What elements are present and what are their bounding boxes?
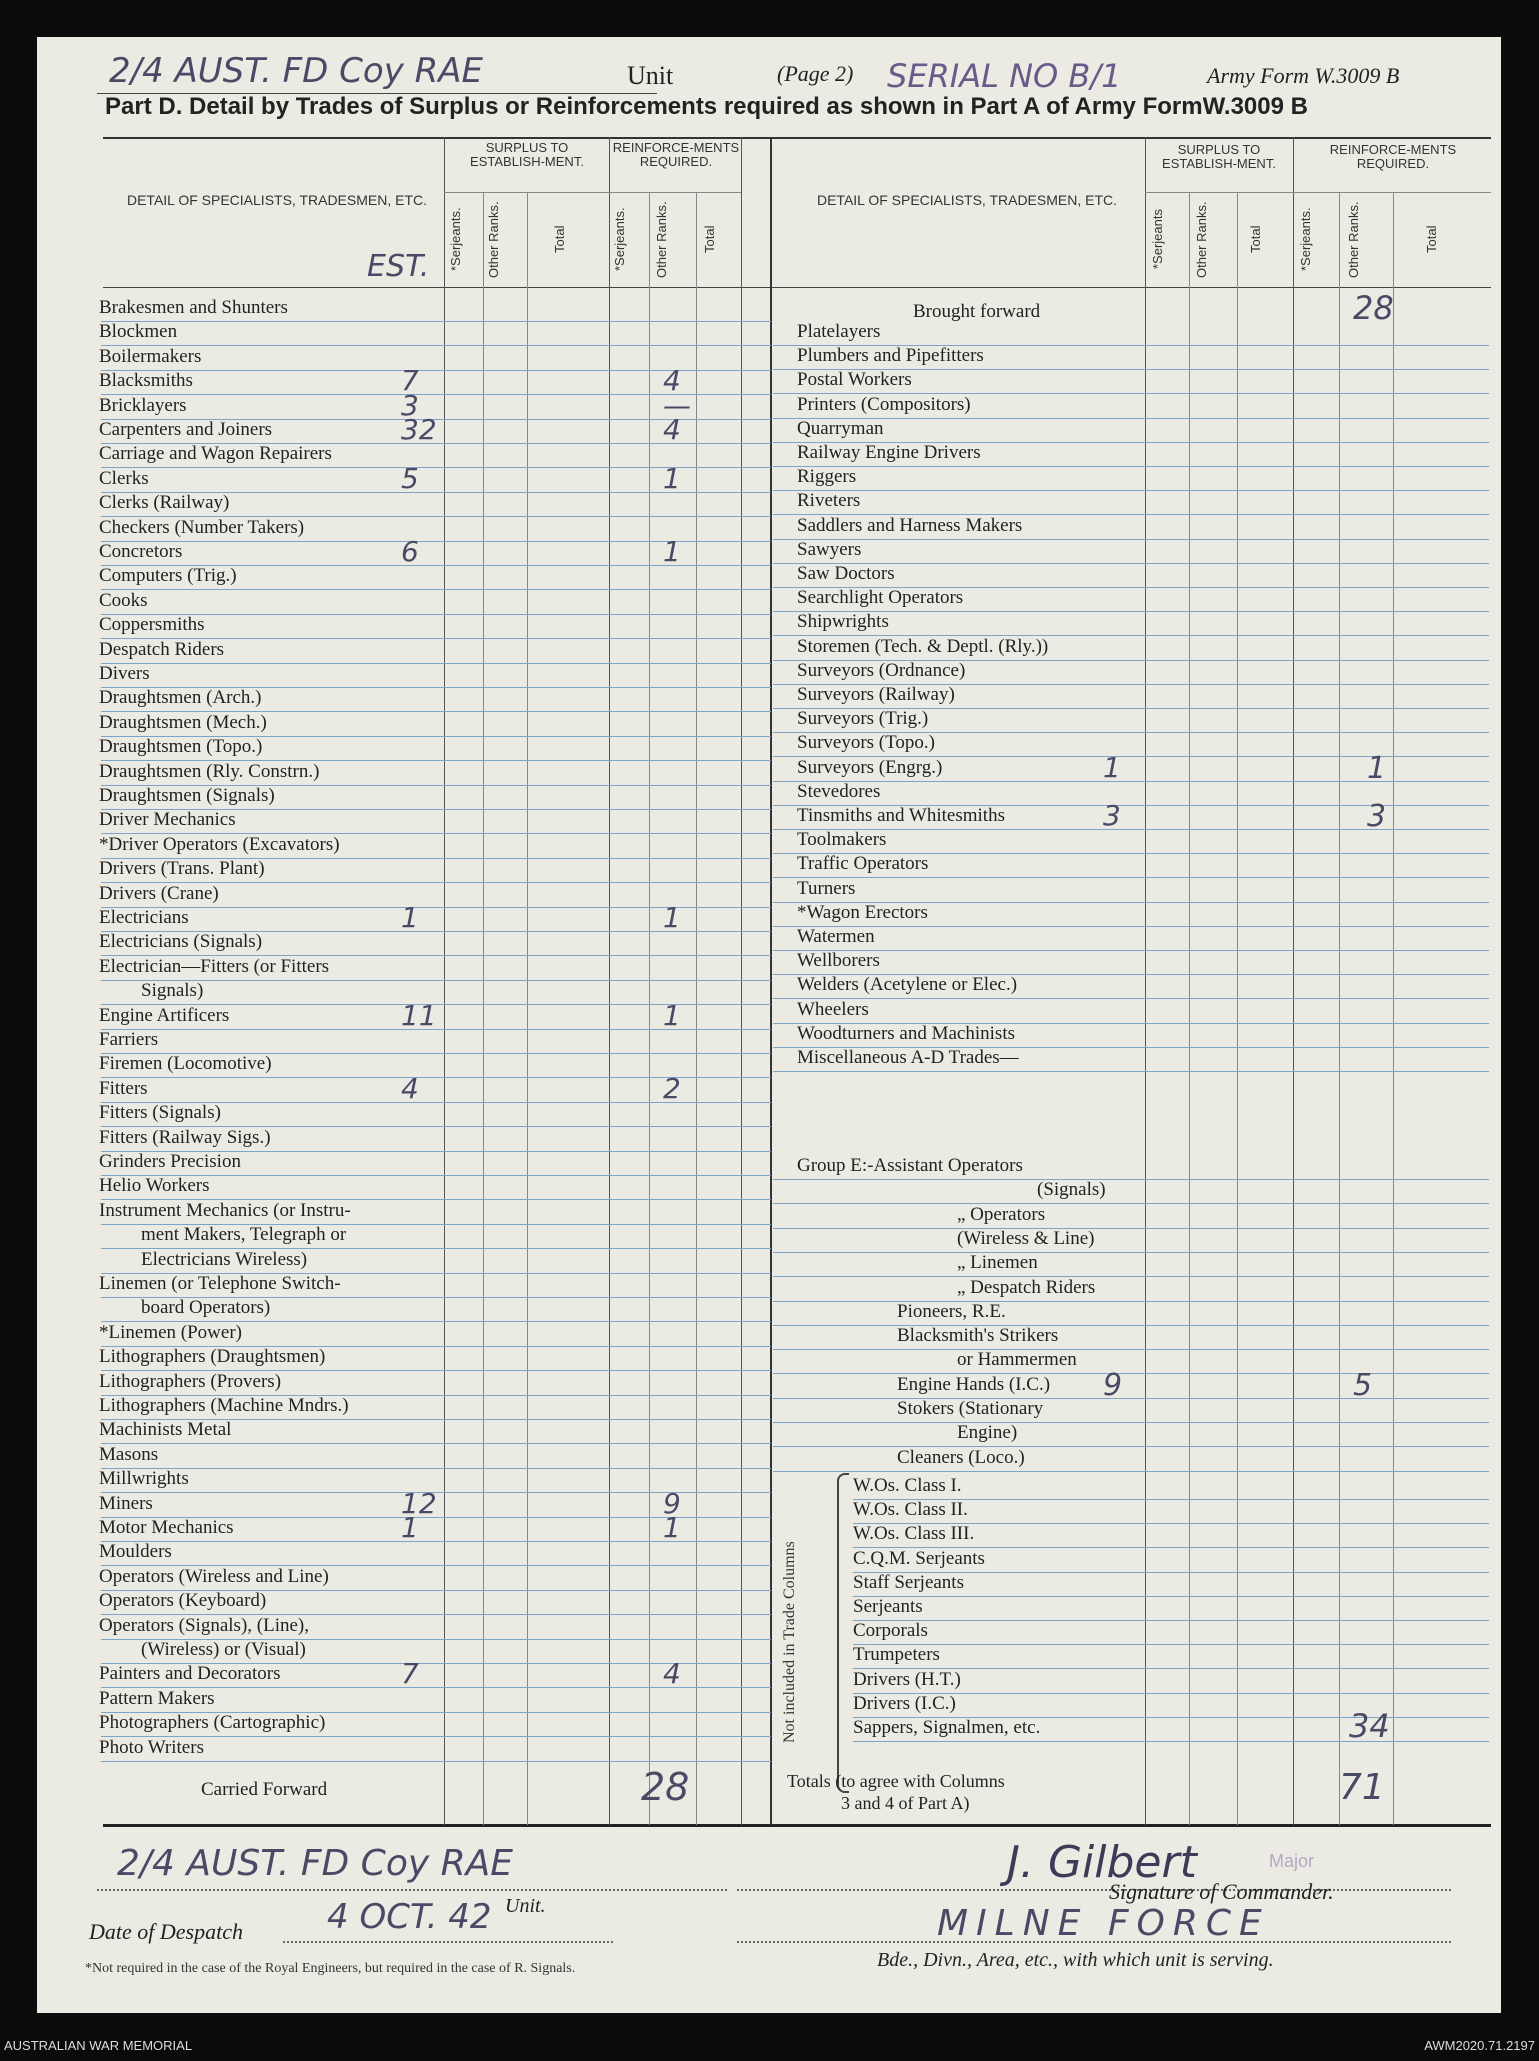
total-col-header: Total <box>1424 225 1439 254</box>
left-trade-label: Instrument Mechanics (or Instru- <box>99 1199 351 1221</box>
left-trade-label: Draughtsmen (Mech.) <box>99 711 267 733</box>
left-trade-label: Fitters <box>99 1077 148 1099</box>
reinf-header-right: REINFORCE-MENTS REQUIRED. <box>1329 142 1457 171</box>
rank-label: Drivers (H.T.) <box>853 1668 961 1690</box>
row-rule <box>773 1446 1489 1447</box>
row-rule <box>773 1203 1489 1204</box>
left-trade-label: Drivers (Trans. Plant) <box>99 858 265 880</box>
detail-header-left: DETAIL OF SPECIALISTS, TRADESMEN, ETC. <box>126 192 428 208</box>
left-trade-label: Lithographers (Provers) <box>99 1370 282 1392</box>
left-trade-label: Carriage and Wagon Repairers <box>99 443 332 465</box>
row-rule <box>101 345 771 346</box>
establishment-value: 32 <box>401 413 437 446</box>
right-trade-label: Postal Workers <box>797 369 912 391</box>
establishment-value: 7 <box>401 1657 419 1691</box>
left-trade-label: Bricklayers <box>99 394 187 416</box>
left-trade-label: Moulders <box>99 1541 172 1563</box>
reinforcement-value: 1 <box>663 901 681 934</box>
left-trade-label: Miners <box>99 1492 153 1514</box>
center-rule <box>770 137 772 1825</box>
reinf-header-left: REINFORCE-MENTS REQUIRED. <box>612 140 740 169</box>
est-handwritten: EST. <box>367 249 430 284</box>
row-rule <box>101 1443 771 1444</box>
establishment-value: 1 <box>401 1511 419 1544</box>
left-trade-label: Engine Artificers <box>99 1004 230 1026</box>
reinforcement-value: 3 <box>1367 799 1387 834</box>
totals-label: Totals (to agree with Columns <box>787 1771 1005 1791</box>
col-rule <box>741 137 742 1825</box>
right-trade-label: Wheelers <box>797 998 869 1020</box>
formation-dotted-line <box>737 1941 1451 1943</box>
unit-handwritten: 2/4 AUST. FD Coy RAE <box>109 51 483 91</box>
establishment-value: 1 <box>401 901 419 934</box>
rank-stamp: Major <box>1269 1851 1315 1871</box>
right-trade-label: Saddlers and Harness Makers <box>797 514 1023 536</box>
establishment-value: 4 <box>401 1071 419 1105</box>
left-trade-label: Millwrights <box>99 1468 189 1490</box>
left-trade-label: Cooks <box>99 589 148 611</box>
left-trade-label: Clerks <box>99 467 149 489</box>
row-rule <box>853 1741 1489 1742</box>
row-rule <box>773 1179 1489 1180</box>
left-trade-label: Operators (Wireless and Line) <box>99 1565 329 1587</box>
establishment-value: 3 <box>1103 799 1121 832</box>
group-e-label: „ Despatch Riders <box>957 1276 1096 1298</box>
col-rule <box>444 137 445 1825</box>
left-trade-label: Lithographers (Draughtsmen) <box>99 1346 326 1368</box>
page-label: (Page 2) <box>777 61 854 86</box>
right-trade-label: Riggers <box>797 466 857 488</box>
group-e-label: Group E:-Assistant Operators <box>797 1155 1023 1176</box>
rank-label: Serjeants <box>853 1596 923 1617</box>
right-trade-label: Stevedores <box>797 780 881 802</box>
left-trade-label: Signals) <box>141 980 204 1002</box>
row-rule <box>853 1596 1489 1597</box>
establishment-value: 12 <box>401 1486 437 1520</box>
serjeants-col-header: *Serjeants. <box>1298 207 1313 272</box>
row-rule <box>773 539 1489 540</box>
right-trade-label: Woodturners and Machinists <box>797 1022 1015 1044</box>
right-trade-label: Surveyors (Trig.) <box>797 708 929 730</box>
rank-label: Corporals <box>853 1620 928 1642</box>
surplus-header-right: SURPLUS TO ESTABLISH-MENT. <box>1162 142 1276 171</box>
serial-handwritten: SERIAL NO B/1 <box>887 57 1122 95</box>
formation-label: Bde., Divn., Area, etc., with which unit is serving. <box>877 1949 1274 1971</box>
row-rule <box>773 998 1489 999</box>
reinforcement-value: 5 <box>1353 1367 1373 1403</box>
rank-label: Sappers, Signalmen, etc. <box>853 1717 1041 1738</box>
col-rule <box>1189 192 1190 1825</box>
left-trade-label: Pattern Makers <box>99 1687 215 1709</box>
form-title: Part D. Detail by Trades of Surplus or Reinforcements required as shown in Part A of Army FormW.3009 B <box>105 93 1308 120</box>
reinforcement-value: 4 <box>663 364 681 398</box>
unit-label: Unit <box>627 61 674 90</box>
totals-label-2: 3 and 4 of Part A) <box>841 1793 970 1813</box>
row-rule <box>773 950 1489 951</box>
left-trade-label: Helio Workers <box>99 1175 210 1197</box>
establishment-value: 3 <box>401 388 419 422</box>
col-rule <box>1339 192 1340 1825</box>
establishment-value: 7 <box>401 364 419 398</box>
carried-forward-label: Carried Forward <box>201 1779 328 1800</box>
right-trade-label: Surveyors (Railway) <box>797 684 955 705</box>
rank-label: Staff Serjeants <box>853 1571 964 1593</box>
row-rule <box>773 877 1489 878</box>
left-trade-label: board Operators) <box>141 1297 271 1319</box>
right-trade-label: Storemen (Tech. & Deptl. (Rly.)) <box>797 635 1049 657</box>
archive-label-left: AUSTRALIAN WAR MEMORIAL <box>4 2038 193 2053</box>
group-e-label: Engine) <box>957 1422 1018 1444</box>
left-trade-label: Fitters (Signals) <box>99 1102 221 1124</box>
left-trade-label: Blacksmiths <box>99 370 193 392</box>
army-form-number: Army Form W.3009 B <box>1207 63 1400 88</box>
detail-header-right: DETAIL OF SPECIALISTS, TRADESMEN, ETC. <box>816 192 1118 208</box>
left-trade-label: Electricians (Signals) <box>99 931 263 953</box>
other-ranks-col-header: Other Ranks. <box>1346 201 1361 278</box>
row-rule <box>853 1620 1489 1621</box>
date-dotted-line <box>283 1941 613 1943</box>
establishment-value: 5 <box>401 461 419 495</box>
col-rule <box>1393 192 1394 1825</box>
left-trade-label: Photographers (Cartographic) <box>99 1712 326 1734</box>
left-trade-label: Driver Mechanics <box>99 809 236 831</box>
reinforcement-value: 4 <box>663 1657 681 1691</box>
row-rule <box>773 1252 1489 1253</box>
col-rule <box>1237 192 1238 1825</box>
col-rule <box>609 137 610 1825</box>
left-trade-label: Draughtsmen (Arch.) <box>99 687 262 709</box>
right-trade-label: Riveters <box>797 490 861 512</box>
table-bottom-rule <box>103 1824 1491 1827</box>
row-rule <box>773 466 1489 467</box>
ranks-bracket <box>837 1473 849 1793</box>
commander-signature: J. Gilbert <box>1007 1837 1197 1888</box>
establishment-value: 9 <box>1103 1367 1123 1403</box>
left-trade-label: Grinders Precision <box>99 1151 241 1172</box>
header-bottom-rule <box>103 287 1491 288</box>
group-e-label: Cleaners (Loco.) <box>897 1446 1025 1468</box>
left-trade-label: Computers (Trig.) <box>99 565 237 587</box>
total-col-header: Total <box>702 225 717 254</box>
col-rule <box>696 192 697 1825</box>
footer-unit-handwritten: 2/4 AUST. FD Coy RAE <box>117 1843 513 1884</box>
reinforcement-value: 9 <box>663 1486 681 1520</box>
left-trade-label: Draughtsmen (Rly. Constrn.) <box>99 760 320 782</box>
col-rule <box>483 192 484 1825</box>
row-rule <box>773 490 1489 491</box>
rank-label: Drivers (I.C.) <box>853 1692 956 1714</box>
total-col-header: Total <box>552 225 567 254</box>
left-trade-label: Electricians Wireless) <box>141 1248 308 1270</box>
reinforcement-value: 4 <box>663 413 681 446</box>
signature-dotted-line <box>737 1889 1451 1891</box>
row-rule <box>773 926 1489 927</box>
left-trade-label: Masons <box>99 1443 159 1465</box>
left-trade-label: Operators (Keyboard) <box>99 1590 267 1612</box>
col-rule <box>649 192 650 1825</box>
date-handwritten: 4 OCT. 42 <box>327 1897 492 1937</box>
group-e-label: Pioneers, R.E. <box>897 1300 1006 1322</box>
group-e-label: Blacksmith's Strikers <box>897 1325 1059 1347</box>
establishment-value: 1 <box>1103 750 1121 784</box>
reinforcement-value: 1 <box>1367 750 1387 786</box>
left-trade-label: Painters and Decorators <box>99 1663 281 1685</box>
archive-label-right: AWM2020.71.2197 <box>1424 2038 1535 2053</box>
right-trade-label: Railway Engine Drivers <box>797 442 981 463</box>
reinforcement-value: 34 <box>1349 1707 1390 1745</box>
left-trade-label: Drivers (Crane) <box>99 882 219 904</box>
subhdr-rule <box>1145 192 1491 193</box>
left-trade-label: Divers <box>99 663 150 684</box>
group-e-label: (Wireless & Line) <box>957 1227 1095 1249</box>
right-trade-label: Welders (Acetylene or Elec.) <box>797 974 1018 996</box>
establishment-value: 6 <box>401 535 419 568</box>
row-rule <box>853 1644 1489 1645</box>
group-e-label: Stokers (Stationary <box>897 1398 1044 1419</box>
formation-handwritten: MILNE FORCE <box>937 1903 1270 1944</box>
right-trade-label: Wellborers <box>797 950 880 972</box>
left-trade-label: Draughtsmen (Topo.) <box>99 736 263 758</box>
other-ranks-col-header: Other Ranks. <box>486 201 501 278</box>
table-top-rule <box>103 137 1491 139</box>
left-trade-label: Carpenters and Joiners <box>99 419 273 440</box>
right-trade-label: Printers (Compositors) <box>797 393 971 415</box>
rank-label: W.Os. Class I. <box>853 1475 962 1496</box>
rank-label: W.Os. Class III. <box>853 1523 975 1545</box>
right-trade-label: Turners <box>797 877 856 899</box>
right-trade-label: *Wagon Erectors <box>797 901 928 923</box>
right-trade-label: Surveyors (Engrg.) <box>797 756 943 778</box>
rank-label: W.Os. Class II. <box>853 1499 968 1521</box>
right-trade-label: Plumbers and Pipefitters <box>797 345 984 367</box>
row-rule <box>773 1398 1489 1399</box>
left-trade-label: Farriers <box>99 1029 159 1050</box>
other-ranks-col-header: Other Ranks. <box>1194 201 1209 278</box>
brought-forward-value: 28 <box>1353 289 1394 327</box>
right-trade-label: Surveyors (Ordnance) <box>797 659 966 681</box>
row-rule <box>101 589 771 590</box>
establishment-value: 11 <box>401 998 437 1032</box>
rank-label: Trumpeters <box>853 1644 940 1666</box>
unit-dotted-line <box>97 1889 727 1891</box>
brought-forward-label: Brought forward <box>913 301 1041 322</box>
reinforcement-value: 1 <box>663 461 681 495</box>
row-rule <box>773 1422 1489 1423</box>
carried-forward-value: 28 <box>641 1765 690 1809</box>
rank-label: C.Q.M. Serjeants <box>853 1547 985 1569</box>
form-page <box>37 37 1501 2013</box>
totals-value: 71 <box>1339 1767 1385 1808</box>
right-trade-label: Toolmakers <box>797 829 887 851</box>
right-trade-label: Searchlight Operators <box>797 587 964 609</box>
left-trade-label: Fitters (Railway Sigs.) <box>99 1126 271 1148</box>
serjeants-col-header: *Serjeants. <box>448 207 463 272</box>
left-trade-label: Electrician—Fitters (or Fitters <box>99 955 330 977</box>
row-rule <box>773 1471 1489 1472</box>
left-trade-label: Lithographers (Machine Mndrs.) <box>99 1395 349 1416</box>
signature-label: Signature of Commander. <box>1109 1879 1334 1904</box>
serjeants-col-header: *Serjeants <box>1150 209 1165 270</box>
date-of-despatch-label: Date of Despatch <box>89 1919 243 1944</box>
left-trade-label: Boilermakers <box>99 345 202 367</box>
surplus-header-left: SURPLUS TO ESTABLISH-MENT. <box>470 140 584 169</box>
left-trade-label: Electricians <box>99 907 189 928</box>
left-trade-label: Photo Writers <box>99 1736 204 1758</box>
right-trade-label: Surveyors (Topo.) <box>797 732 935 754</box>
reinforcement-value: 2 <box>663 1071 681 1105</box>
reinforcement-value: 1 <box>663 998 681 1032</box>
left-trade-label: Machinists Metal <box>99 1419 232 1441</box>
footer-unit-label: Unit. <box>505 1895 546 1917</box>
group-e-label: „ Operators <box>957 1203 1046 1225</box>
left-trade-label: Firemen (Locomotive) <box>99 1053 272 1075</box>
footnote: *Not required in the case of the Royal Engineers, but required in the case of R. Signals. <box>85 1961 576 1976</box>
left-trade-label: Despatch Riders <box>99 638 225 660</box>
left-trade-label: (Wireless) or (Visual) <box>141 1639 306 1660</box>
reinforcement-value: — <box>663 388 691 422</box>
left-trade-label: *Linemen (Power) <box>99 1321 242 1343</box>
group-e-label: (Signals) <box>1037 1179 1106 1201</box>
total-col-header: Total <box>1248 225 1263 254</box>
row-rule <box>773 1349 1489 1350</box>
right-trade-label: Miscellaneous A-D Trades— <box>797 1047 1019 1068</box>
left-trade-label: Checkers (Number Takers) <box>99 516 305 538</box>
left-trade-label: Coppersmiths <box>99 614 205 636</box>
left-trade-label: Blockmen <box>99 321 178 343</box>
left-trade-label: *Driver Operators (Excavators) <box>99 833 340 855</box>
row-rule <box>773 1276 1489 1277</box>
group-e-label: or Hammermen <box>957 1349 1077 1371</box>
right-trade-label: Shipwrights <box>797 611 889 633</box>
right-trade-label: Sawyers <box>797 538 862 560</box>
row-rule <box>773 1228 1489 1229</box>
row-rule <box>101 663 771 664</box>
right-trade-label: Watermen <box>797 926 875 947</box>
row-rule <box>101 321 771 322</box>
serjeants-col-header: *Serjeants. <box>612 207 627 272</box>
left-trade-label: Operators (Signals), (Line), <box>99 1614 309 1636</box>
group-e-label: „ Linemen <box>957 1252 1038 1274</box>
right-trade-label: Saw Doctors <box>797 563 895 584</box>
left-trade-label: Motor Mechanics <box>99 1517 234 1538</box>
other-ranks-col-header: Other Ranks. <box>654 201 669 278</box>
row-rule <box>773 1301 1489 1302</box>
reinforcement-value: 1 <box>663 1511 681 1544</box>
not-included-label: Not included in Trade Columns <box>781 1541 798 1743</box>
left-trade-label: ment Makers, Telegraph or <box>141 1224 347 1246</box>
right-trade-label: Tinsmiths and Whitesmiths <box>797 805 1005 826</box>
col-rule <box>527 192 528 1825</box>
left-trade-label: Draughtsmen (Signals) <box>99 785 275 806</box>
subhdr-rule <box>444 192 741 193</box>
left-trade-label: Brakesmen and Shunters <box>99 297 288 318</box>
left-trade-label: Linemen (or Telephone Switch- <box>99 1273 341 1294</box>
row-rule <box>773 1071 1489 1072</box>
left-trade-label: Clerks (Railway) <box>99 492 230 514</box>
row-rule <box>101 1468 771 1469</box>
row-rule <box>101 1761 771 1762</box>
row-rule <box>773 1373 1489 1374</box>
right-trade-label: Platelayers <box>797 321 881 342</box>
reinforcement-value: 1 <box>663 535 681 568</box>
left-trade-label: Concretors <box>99 541 183 562</box>
group-e-label: Engine Hands (I.C.) <box>897 1373 1051 1395</box>
row-rule <box>773 1325 1489 1326</box>
right-trade-label: Quarryman <box>797 417 884 439</box>
right-trade-label: Traffic Operators <box>797 853 929 875</box>
